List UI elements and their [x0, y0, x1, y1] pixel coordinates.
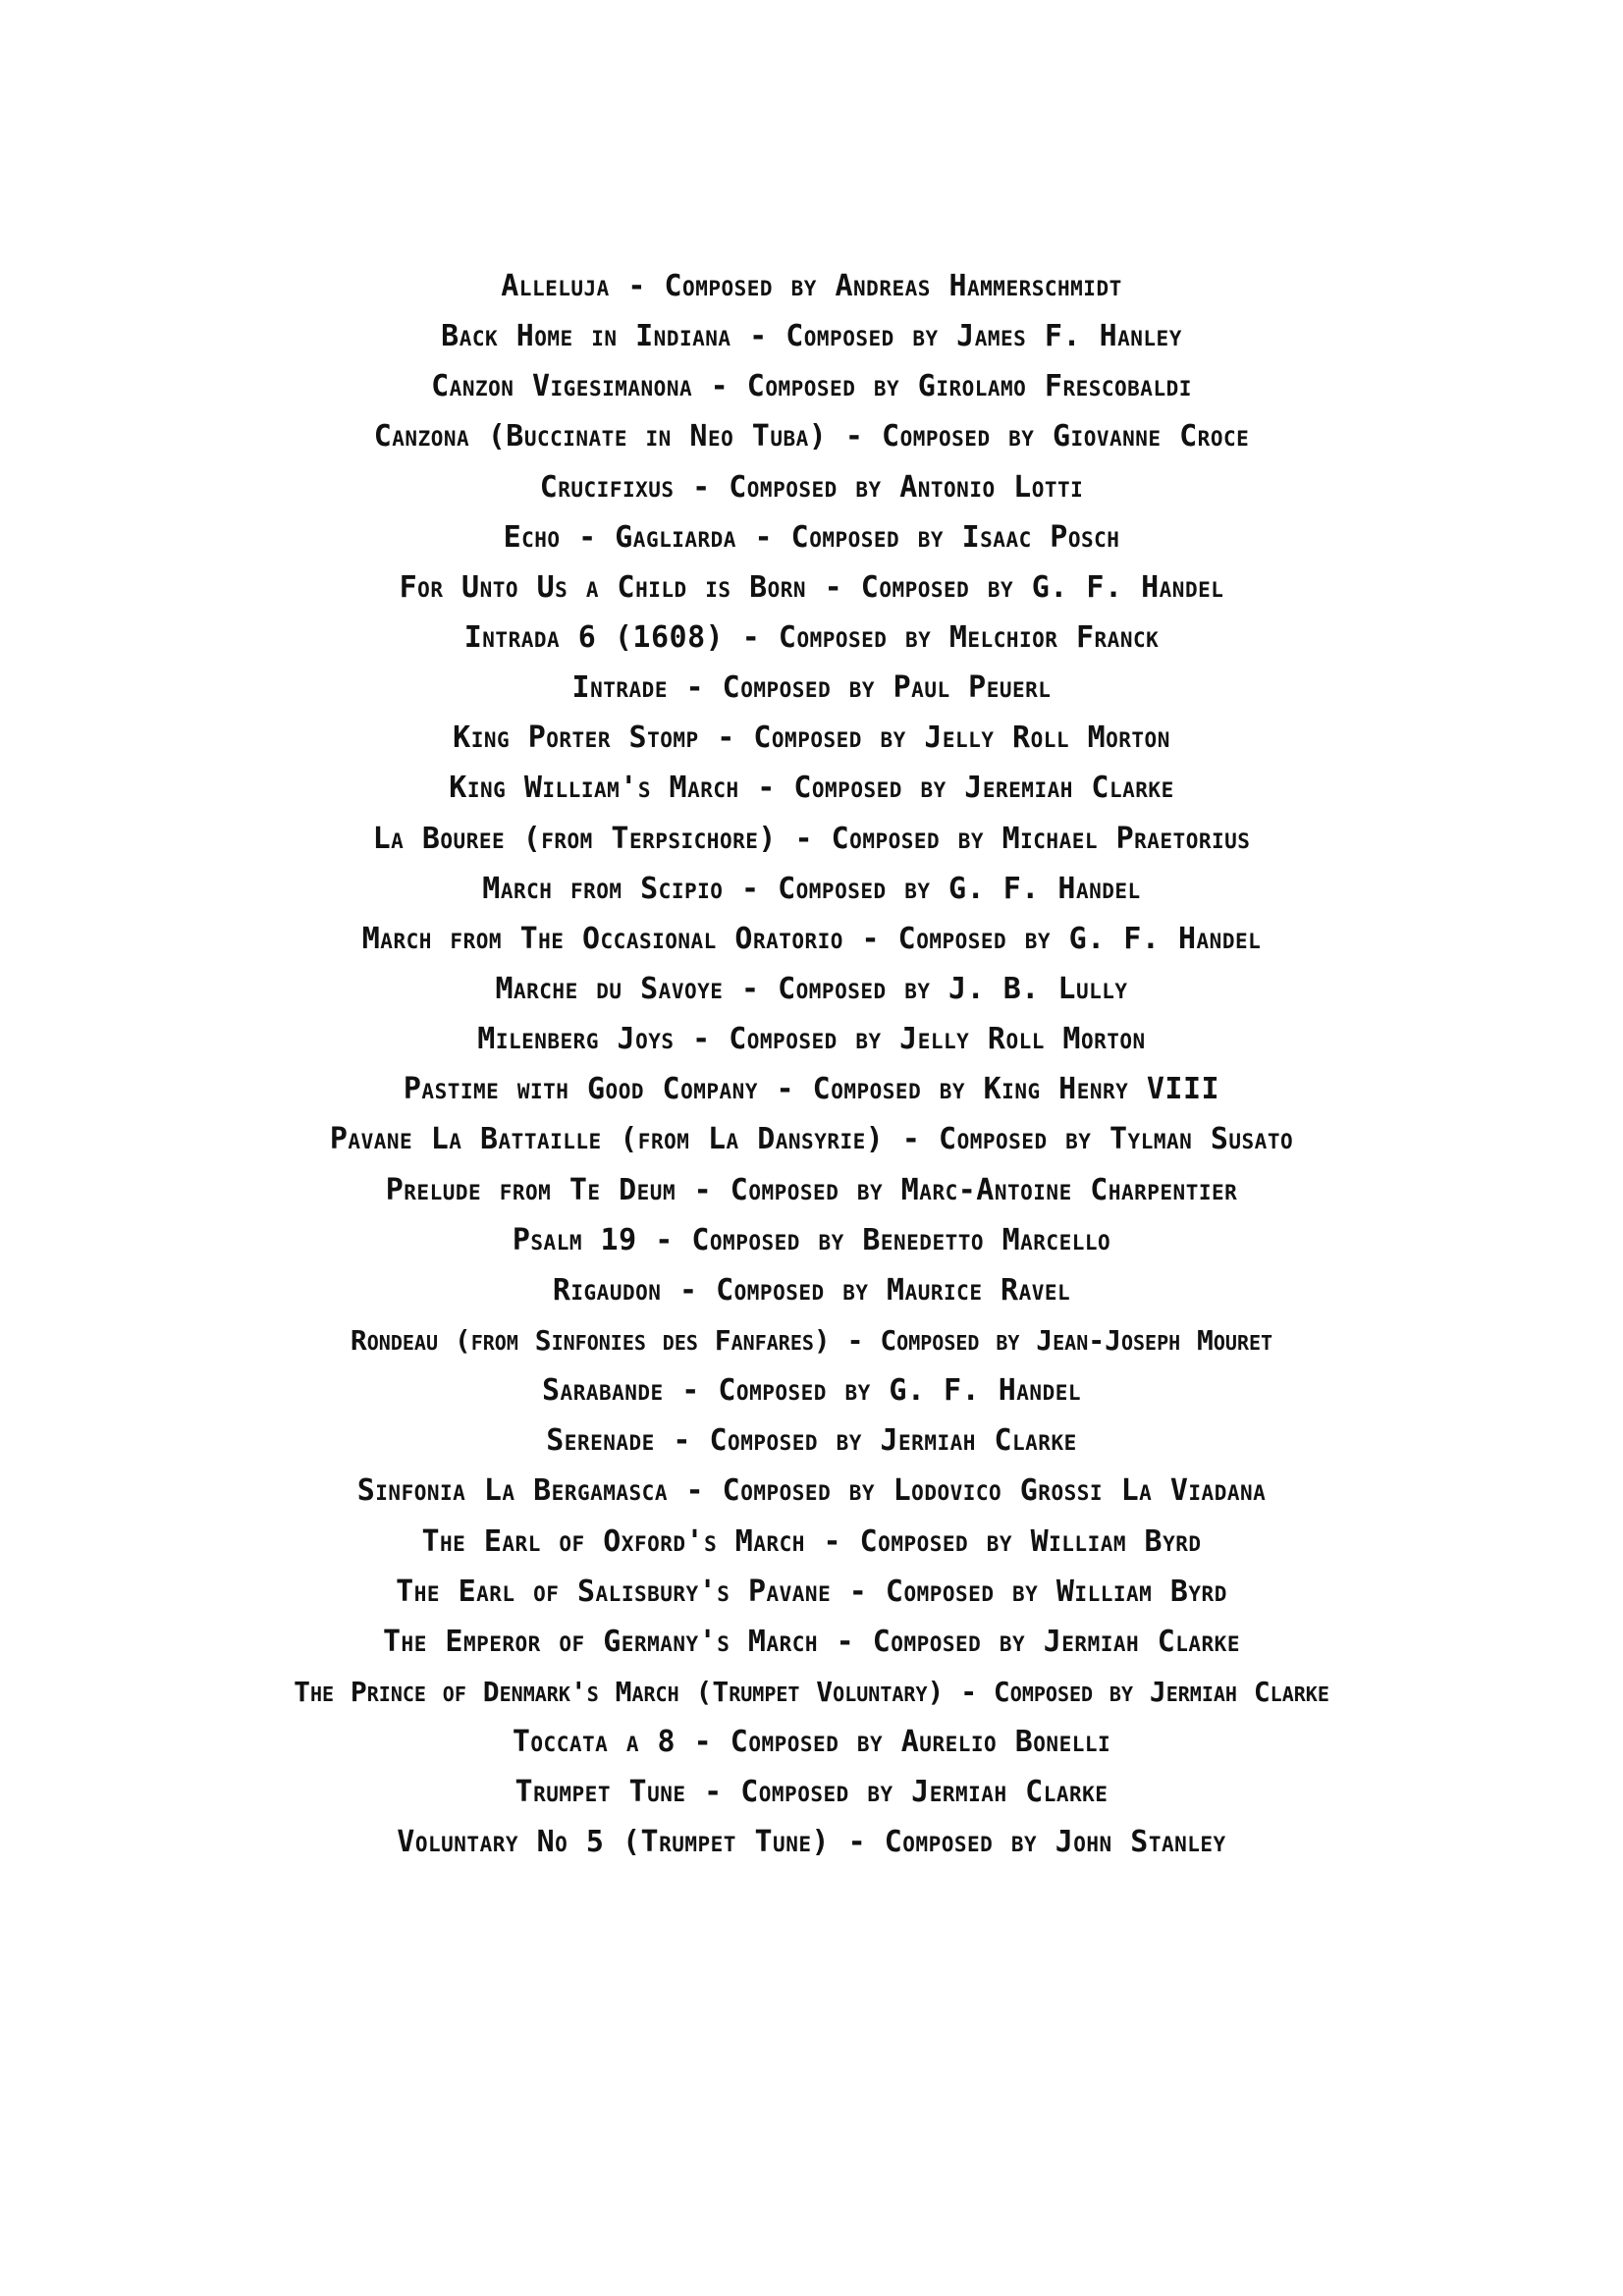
- list-item: The Earl of Oxford's March - Composed by William Byrd: [421, 1523, 1202, 1559]
- list-item: Intrada 6 (1608) - Composed by Melchior Franck: [463, 619, 1160, 655]
- list-item: Canzona (Buccinate in Neo Tuba) - Composed by Giovanne Croce: [373, 419, 1250, 454]
- list-item: Serenade - Composed by Jermiah Clarke: [546, 1423, 1077, 1459]
- list-item: March from The Occasional Oratorio - Composed by G. F. Handel: [361, 921, 1262, 956]
- list-item: The Emperor of Germany's March - Composed by Jermiah Clarke: [383, 1624, 1240, 1659]
- list-item: March from Scipio - Composed by G. F. Handel: [482, 871, 1141, 906]
- list-item: Crucifixus - Composed by Antonio Lotti: [539, 469, 1084, 505]
- list-item: Canzon Vigesimanona - Composed by Girolamo Frescobaldi: [431, 369, 1192, 404]
- list-item: Marche du Savoye - Composed by J. B. Lully: [495, 971, 1128, 1006]
- list-item: The Earl of Salisbury's Pavane - Composed by William Byrd: [396, 1574, 1227, 1609]
- list-item: Sinfonia La Bergamasca - Composed by Lodovico Grossi La Viadana: [356, 1473, 1267, 1509]
- list-item: The Prince of Denmark's March (Trumpet Voluntary) - Composed by Jermiah Clarke: [294, 1675, 1329, 1708]
- list-item: Rondeau (from Sinfonies des Fanfares) - Composed by Jean-Joseph Mouret: [350, 1323, 1273, 1357]
- list-item: Echo - Gagliarda - Composed by Isaac Posch: [503, 519, 1120, 555]
- list-item: Milenberg Joys - Composed by Jelly Roll Morton: [477, 1022, 1146, 1057]
- list-item: King Porter Stomp - Composed by Jelly Roll Morton: [453, 721, 1170, 756]
- list-item: Sarabande - Composed by G. F. Handel: [541, 1373, 1081, 1409]
- list-item: Prelude from Te Deum - Composed by Marc-Antoine Charpentier: [385, 1172, 1238, 1207]
- list-item: Toccata a 8 - Composed by Aurelio Bonelli: [512, 1725, 1111, 1760]
- list-item: Pavane La Battaille (from La Dansyrie) - Composed by Tylman Susato: [329, 1122, 1294, 1157]
- list-item: For Unto Us a Child is Born - Composed by G. F. Handel: [399, 569, 1224, 605]
- list-item: Voluntary No 5 (Trumpet Tune) - Composed by John Stanley: [397, 1825, 1226, 1860]
- list-item: Psalm 19 - Composed by Benedetto Marcello: [512, 1222, 1111, 1257]
- list-item: Alleluja - Composed by Andreas Hammerschmidt: [501, 269, 1122, 303]
- list-item: Trumpet Tune - Composed by Jermiah Clarke: [514, 1775, 1109, 1810]
- list-item: King William's March - Composed by Jeremiah Clarke: [449, 771, 1174, 806]
- list-item: Pastime with Good Company - Composed by King Henry VIII: [403, 1072, 1220, 1107]
- list-item: Back Home in Indiana - Composed by James F. Hanley: [441, 319, 1182, 354]
- list-item: Rigaudon - Composed by Maurice Ravel: [552, 1272, 1071, 1308]
- piece-list: [0, 261, 1623, 1868]
- list-item: Intrade - Composed by Paul Peuerl: [571, 670, 1052, 706]
- list-item: La Bouree (from Terpsichore) - Composed by Michael Praetorius: [372, 821, 1251, 856]
